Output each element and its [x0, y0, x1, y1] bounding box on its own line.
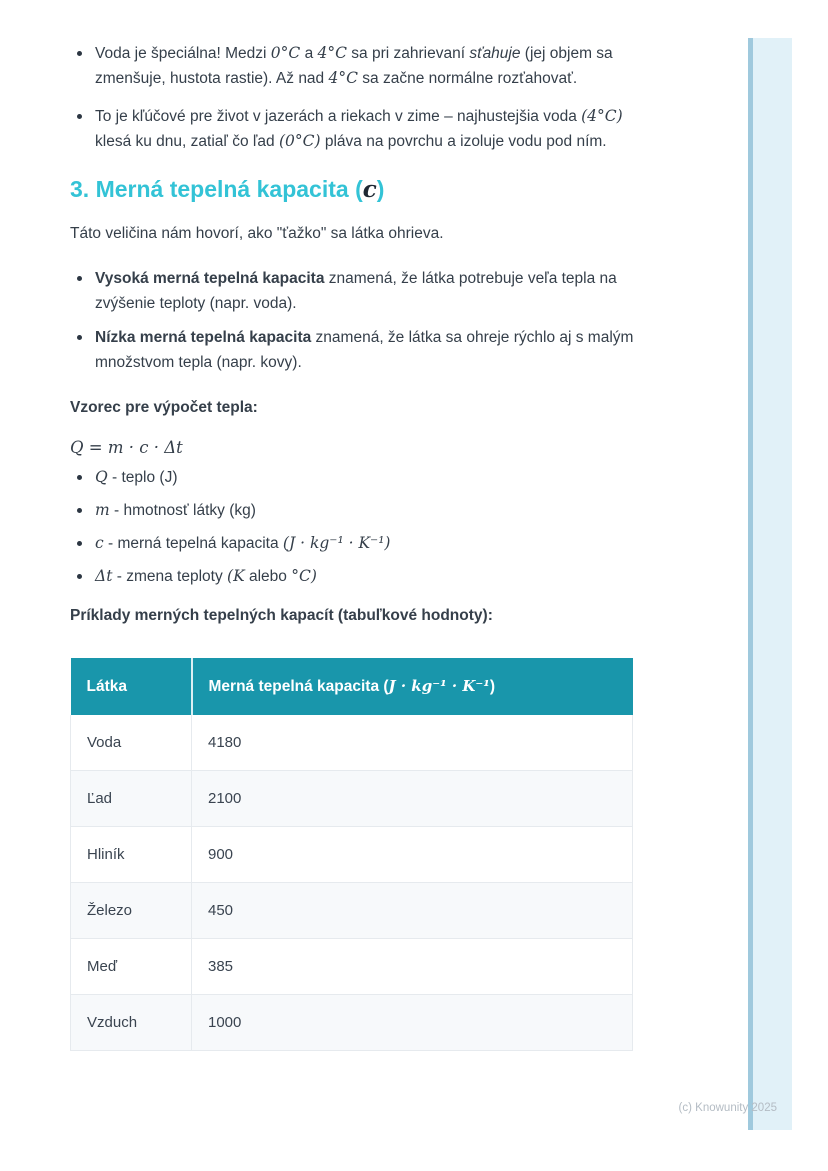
value-cell: 385 — [192, 939, 633, 995]
capacity-table — [70, 658, 633, 1051]
substance-cell: Vzduch — [71, 995, 192, 1051]
document-content — [70, 0, 638, 1051]
value-cell: 1000 — [192, 995, 633, 1051]
table-header-row — [71, 658, 633, 715]
examples-title: Príklady merných tepelných kapacít (tabuľkové hodnoty): — [70, 607, 493, 624]
list-item — [70, 498, 638, 523]
bullet-text: To je kľúčové pre život v jazerách a riekach v zime – najhustejšia voda (4°C) klesá ku dnu, zatiaľ čo ľad (0°C) pláva na povrchu a izoluje vodu pod ním. — [95, 107, 623, 150]
substance-cell: Hliník — [71, 827, 192, 883]
table-header-capacity — [192, 658, 633, 715]
copyright-text: (c) Knowunity 2025 — [678, 1102, 777, 1114]
list-item — [70, 325, 638, 375]
table-row — [71, 883, 633, 939]
bullet-text: Voda je špeciálna! Medzi 0°C a 4°C sa pri zahrievaní sťahuje (jej objem sa zmenšuje, hustota rastie). Až nad 4°C sa začne normálne rozťahovať. — [95, 44, 613, 87]
heat-formula: Q = m · c · Δt — [70, 438, 183, 457]
table-header-substance: Látka — [71, 658, 192, 715]
list-item — [70, 104, 638, 154]
substance-cell: Voda — [71, 715, 192, 771]
capacity-bullet-list — [70, 266, 638, 375]
bullet-text: Vysoká merná tepelná kapacita znamená, že látka potrebuje veľa tepla na zvýšenie teploty (napr. voda). — [95, 270, 617, 312]
list-item — [70, 266, 638, 316]
table-row — [71, 771, 633, 827]
definition-text: Δt - zmena teploty (K alebo °C) — [95, 567, 317, 585]
table-row — [71, 715, 633, 771]
value-cell: 900 — [192, 827, 633, 883]
value-cell: 2100 — [192, 771, 633, 827]
table-header-capacity-text: Merná tepelná kapacita (J · kg⁻¹ · K⁻¹) — [208, 677, 496, 695]
substance-cell: Ľad — [71, 771, 192, 827]
value-cell: 4180 — [192, 715, 633, 771]
substance-cell: Meď — [71, 939, 192, 995]
section-heading — [70, 174, 638, 205]
definition-text: Q - teplo (J) — [95, 468, 178, 486]
table-row — [71, 827, 633, 883]
list-item — [70, 41, 638, 91]
list-item — [70, 564, 638, 589]
value-cell: 450 — [192, 883, 633, 939]
formula-definition-list — [70, 465, 638, 589]
list-item — [70, 465, 638, 490]
section-intro-text: Táto veličina nám hovorí, ako "ťažko" sa látka ohrieva. — [70, 225, 444, 242]
substance-cell: Železo — [71, 883, 192, 939]
table-row — [71, 939, 633, 995]
intro-bullet-list — [70, 41, 638, 154]
definition-text: c - merná tepelná kapacita (J · kg⁻¹ · K⁻¹) — [95, 534, 391, 552]
section-heading-text: 3. Merná tepelná kapacita (c) — [70, 176, 385, 203]
definition-text: m - hmotnosť látky (kg) — [95, 501, 256, 519]
formula-title: Vzorec pre výpočet tepla: — [70, 399, 258, 416]
page-edge-highlight — [748, 38, 792, 1130]
bullet-text: Nízka merná tepelná kapacita znamená, že látka sa ohreje rýchlo aj s malým množstvom tepla (napr. kovy). — [95, 329, 634, 371]
list-item — [70, 531, 638, 556]
table-row — [71, 995, 633, 1051]
